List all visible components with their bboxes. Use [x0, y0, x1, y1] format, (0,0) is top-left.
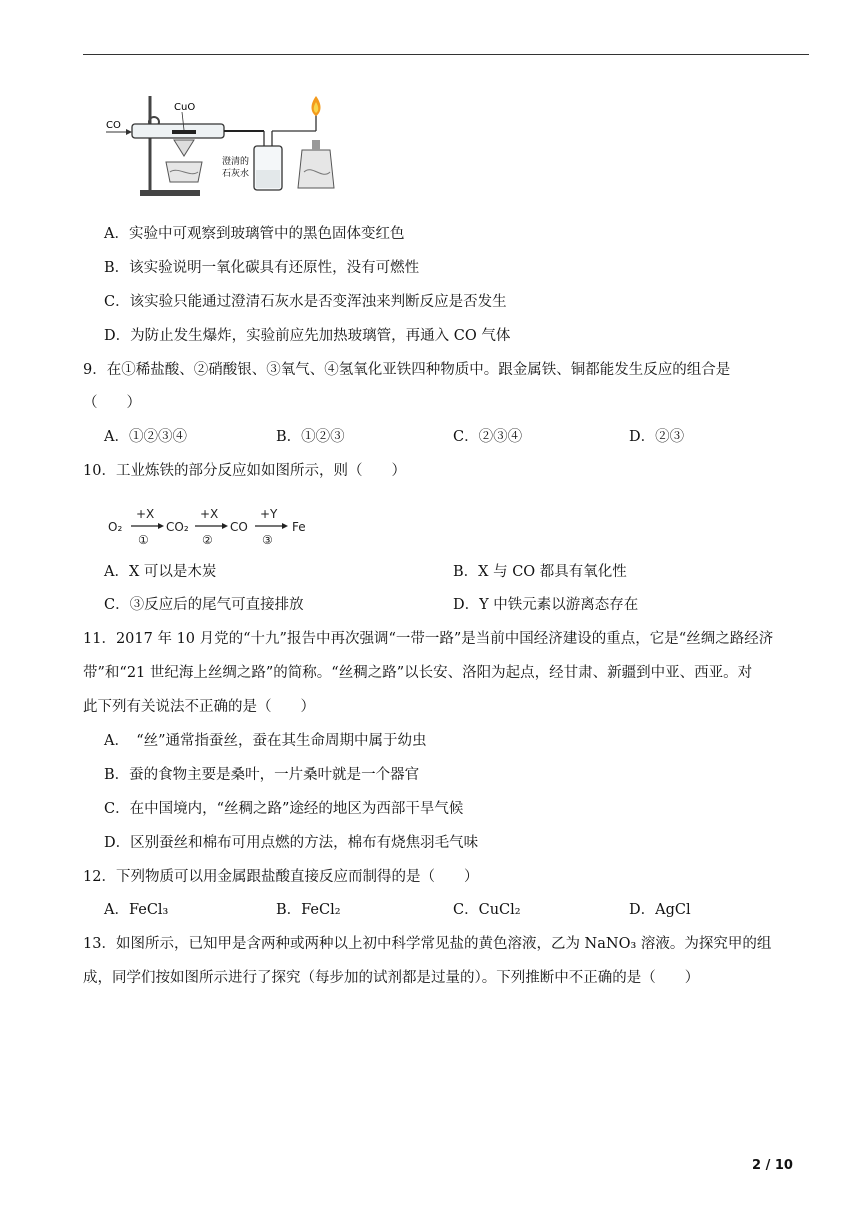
- species-co: CO: [230, 520, 248, 534]
- step-3: ③: [262, 533, 273, 547]
- q9-option-d: D．②③: [629, 429, 685, 445]
- reagent-3: +Y: [260, 507, 278, 521]
- q9-stem-line2: （ ）: [83, 395, 141, 411]
- q9-option-a: A．①②③④: [104, 429, 187, 445]
- q8-option-b: B．该实验说明一氧化碳具有还原性，没有可燃性: [104, 260, 420, 276]
- q10-stem: 10．工业炼铁的部分反应如如图所示，则（ ）: [83, 463, 406, 479]
- page-number: 2 / 10: [752, 1158, 793, 1173]
- q8-option-c: C．该实验只能通过澄清石灰水是否变浑浊来判断反应是否发生: [104, 294, 507, 310]
- co-reduction-apparatus-figure: [104, 92, 354, 204]
- q11-option-b: B．蚕的食物主要是桑叶，一片桑叶就是一个器官: [104, 767, 420, 783]
- q10-option-c: C．③反应后的尾气可直接排放: [104, 597, 304, 613]
- q11-option-a: A． “丝”通常指蚕丝，蚕在其生命周期中属于幼虫: [104, 733, 427, 749]
- q11-option-c: C．在中国境内，“丝稠之路”途经的地区为西部干旱气候: [104, 801, 464, 817]
- q10-option-a: A．X 可以是木炭: [104, 564, 217, 580]
- limewater-label-1: 澄清的: [222, 157, 250, 167]
- iron-smelting-reaction-diagram: [106, 504, 318, 548]
- q11-option-d: D．区别蚕丝和棉布可用点燃的方法，棉布有烧焦羽毛气味: [104, 835, 479, 851]
- step-2: ②: [202, 533, 213, 547]
- q8-option-a: A．实验中可观察到玻璃管中的黑色固体变红色: [104, 226, 405, 242]
- q9-option-b: B．①②③: [276, 429, 345, 445]
- q12-option-b: B．FeCl₂: [276, 902, 341, 918]
- q13-stem-line1: 13．如图所示，已知甲是含两种或两种以上初中科学常见盐的黄色溶液，乙为 NaNO₃ 溶液。为探究甲的组: [83, 936, 772, 952]
- q10-option-d: D．Y 中铁元素以游离态存在: [453, 597, 639, 613]
- species-fe: Fe: [292, 520, 306, 534]
- q12-stem: 12．下列物质可以用金属跟盐酸直接反应而制得的是（ ）: [83, 869, 479, 885]
- species-o2: O₂: [108, 520, 123, 534]
- reagent-2: +X: [200, 507, 219, 521]
- q11-stem-line3: 此下列有关说法不正确的是（ ）: [83, 699, 315, 715]
- limewater-label-2: 石灰水: [222, 169, 250, 179]
- q12-option-a: A．FeCl₃: [104, 902, 169, 918]
- q9-stem-line1: 9．在①稀盐酸、②硝酸银、③氧气、④氢氧化亚铁四种物质中。跟金属铁、铜都能发生反应的组合是: [83, 362, 731, 378]
- cuo-label: CuO: [174, 102, 196, 113]
- q11-stem-line2: 带”和“21 世纪海上丝绸之路”的简称。“丝稠之路”以长安、洛阳为起点，经甘肃、新疆到中亚、西亚。对: [83, 665, 753, 681]
- q13-stem-line2: 成，同学们按如图所示进行了探究（每步加的试剂都是过量的）。下列推断中不正确的是（ ）: [83, 970, 700, 986]
- reagent-1: +X: [136, 507, 155, 521]
- q12-option-c: C．CuCl₂: [453, 902, 521, 918]
- q8-option-d: D．为防止发生爆炸，实验前应先加热玻璃管，再通入 CO 气体: [104, 328, 511, 344]
- step-1: ①: [138, 533, 149, 547]
- q11-stem-line1: 11．2017 年 10 月党的“十九”报告中再次强调“一带一路”是当前中国经济建设的重点，它是“丝绸之路经济: [83, 631, 774, 647]
- header-rule: [83, 54, 809, 55]
- q10-option-b: B．X 与 CO 都具有氧化性: [453, 564, 627, 580]
- q9-option-c: C．②③④: [453, 429, 523, 445]
- co-label: CO: [106, 120, 121, 131]
- species-co2: CO₂: [166, 520, 189, 534]
- q12-option-d: D．AgCl: [629, 902, 691, 918]
